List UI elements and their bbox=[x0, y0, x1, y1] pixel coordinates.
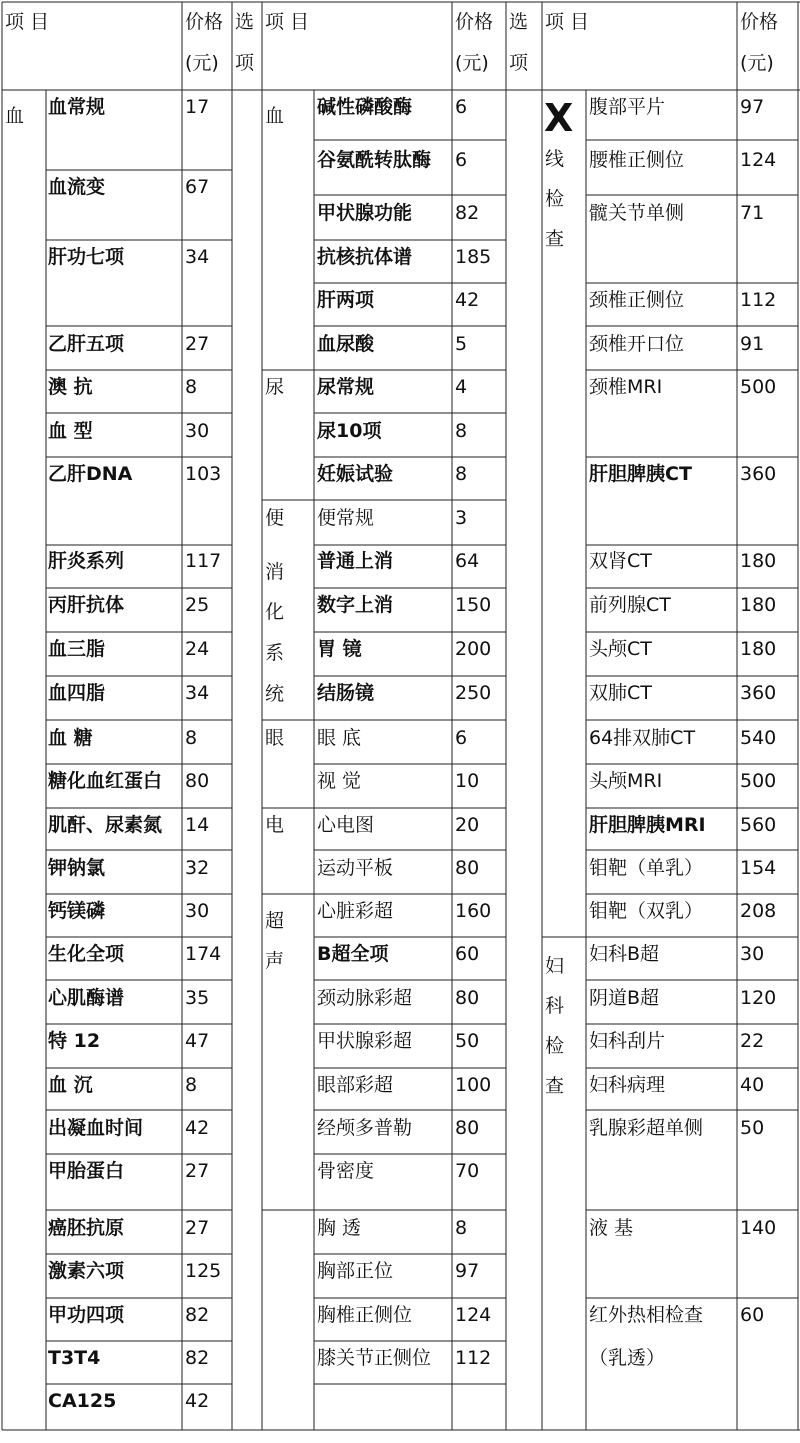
item-name: 经颅多普勒 bbox=[317, 1117, 413, 1139]
category-xray: X bbox=[544, 96, 574, 140]
item-price: 208 bbox=[740, 900, 777, 922]
item-price: 22 bbox=[740, 1030, 765, 1052]
item-name: 钙镁磷 bbox=[48, 900, 106, 922]
item-name: 骨密度 bbox=[317, 1160, 375, 1182]
item-name: 妇科刮片 bbox=[589, 1030, 666, 1052]
item-name: 甲胎蛋白 bbox=[48, 1160, 125, 1182]
item-price: 360 bbox=[740, 463, 777, 485]
item-price: 42 bbox=[455, 289, 480, 311]
item-name: 癌胚抗原 bbox=[48, 1217, 125, 1239]
item-name: 心脏彩超 bbox=[317, 900, 394, 922]
item-name: 血 型 bbox=[48, 420, 93, 442]
item-price: 32 bbox=[185, 857, 210, 879]
item-price: 8 bbox=[185, 376, 198, 398]
item-name: 前列腺CT bbox=[589, 594, 671, 616]
category-gynecology: 科 bbox=[545, 995, 565, 1017]
item-name: 眼 底 bbox=[317, 727, 362, 749]
category-gynecology: 查 bbox=[545, 1075, 565, 1097]
item-name: 腰椎正侧位 bbox=[589, 149, 685, 171]
header-select-label: 项 bbox=[235, 52, 255, 74]
item-price: 500 bbox=[740, 376, 777, 398]
header-select-label: 选 bbox=[235, 11, 255, 33]
item-name: 64排双肺CT bbox=[589, 727, 696, 749]
header-price-unit: (元) bbox=[455, 52, 489, 74]
item-name: 数字上消 bbox=[317, 594, 394, 616]
header-select-label: 选 bbox=[509, 11, 529, 33]
item-price: 42 bbox=[185, 1117, 210, 1139]
item-price: 6 bbox=[455, 149, 468, 171]
item-price: 124 bbox=[455, 1304, 492, 1326]
item-price: 64 bbox=[455, 550, 480, 572]
item-price: 80 bbox=[455, 987, 480, 1009]
item-price: 82 bbox=[185, 1347, 210, 1369]
item-price: 82 bbox=[185, 1304, 210, 1326]
item-price: 70 bbox=[455, 1160, 480, 1182]
item-name: 血三脂 bbox=[48, 638, 106, 660]
category-digestive: 统 bbox=[265, 683, 285, 705]
item-name: 血常规 bbox=[48, 96, 106, 118]
item-name: 膝关节正侧位 bbox=[317, 1347, 432, 1369]
item-price: 91 bbox=[740, 333, 765, 355]
item-name: 头颅MRI bbox=[589, 770, 663, 792]
item-name: 血 沉 bbox=[48, 1074, 93, 1096]
item-name: 心肌酶谱 bbox=[48, 987, 125, 1009]
header-price-label: 价格 bbox=[185, 11, 224, 33]
item-price: 103 bbox=[185, 463, 222, 485]
header-price-unit: (元) bbox=[740, 52, 774, 74]
category-ultrasound: 声 bbox=[265, 950, 285, 972]
item-price: 8 bbox=[455, 1217, 468, 1239]
header-price-label: 价格 bbox=[455, 11, 494, 33]
item-name: 血流变 bbox=[48, 176, 106, 198]
item-price: 250 bbox=[455, 682, 492, 704]
item-price: 71 bbox=[740, 202, 765, 224]
item-name: 髋关节单侧 bbox=[589, 202, 685, 224]
item-price: 80 bbox=[185, 770, 210, 792]
item-name: 出凝血时间 bbox=[48, 1117, 144, 1139]
item-price: 8 bbox=[455, 420, 468, 442]
item-name: 碱性磷酸酶 bbox=[317, 96, 413, 118]
item-name: 钼靶（双乳） bbox=[589, 900, 704, 922]
category-gynecology: 妇 bbox=[545, 955, 565, 977]
category-xray: 线 bbox=[545, 148, 565, 170]
item-price: 180 bbox=[740, 550, 777, 572]
item-name: 乙肝DNA bbox=[48, 463, 133, 485]
item-name: 钾钠氯 bbox=[48, 857, 106, 879]
item-name: 妇科病理 bbox=[589, 1074, 666, 1096]
item-price: 60 bbox=[455, 943, 480, 965]
item-name: 妊娠试验 bbox=[317, 463, 394, 485]
item-price: 30 bbox=[740, 943, 765, 965]
item-name: 抗核抗体谱 bbox=[317, 246, 413, 268]
category-ultrasound: 超 bbox=[265, 910, 285, 932]
item-name: 胸部正位 bbox=[317, 1260, 394, 1282]
item-price: 5 bbox=[455, 333, 468, 355]
item-price: 8 bbox=[185, 1074, 198, 1096]
item-name: 生化全项 bbox=[48, 943, 125, 965]
item-name: 妇科B超 bbox=[589, 943, 660, 965]
item-price: 47 bbox=[185, 1030, 210, 1052]
item-name: 血 糖 bbox=[48, 727, 93, 749]
header-item-label: 项 目 bbox=[265, 11, 310, 33]
item-price: 27 bbox=[185, 1217, 210, 1239]
category-digestive: 系 bbox=[265, 642, 285, 664]
item-price: 112 bbox=[740, 289, 777, 311]
item-name: 甲功四项 bbox=[48, 1304, 125, 1326]
item-price: 42 bbox=[185, 1390, 210, 1412]
item-name: 便常规 bbox=[317, 507, 375, 529]
item-price: 97 bbox=[455, 1260, 480, 1282]
item-price: 180 bbox=[740, 594, 777, 616]
header-item-label: 项 目 bbox=[545, 11, 590, 33]
item-price: 97 bbox=[740, 96, 765, 118]
header-item-label: 项 目 bbox=[5, 11, 50, 33]
item-price: 125 bbox=[185, 1260, 222, 1282]
item-name: 谷氨酰转肽酶 bbox=[317, 149, 432, 171]
category-ecg: 电 bbox=[265, 814, 285, 836]
item-name: 颈椎MRI bbox=[589, 376, 663, 398]
item-name: 颈动脉彩超 bbox=[317, 987, 413, 1009]
item-price: 124 bbox=[740, 149, 777, 171]
item-name: 血四脂 bbox=[48, 682, 106, 704]
item-price: 34 bbox=[185, 246, 210, 268]
item-price: 174 bbox=[185, 943, 222, 965]
item-name: 胸椎正侧位 bbox=[317, 1304, 413, 1326]
item-name: 乳腺彩超单侧 bbox=[589, 1117, 704, 1139]
item-name: 头颅CT bbox=[589, 638, 652, 660]
item-price: 150 bbox=[455, 594, 492, 616]
item-name: 肝两项 bbox=[317, 289, 375, 311]
category-digestive: 化 bbox=[265, 601, 285, 623]
item-price: 10 bbox=[455, 770, 480, 792]
item-price: 185 bbox=[455, 246, 492, 268]
item-name: 钼靶（单乳） bbox=[589, 857, 704, 879]
item-name: 甲状腺功能 bbox=[317, 202, 413, 224]
item-name: B超全项 bbox=[317, 943, 389, 965]
item-name: 液 基 bbox=[589, 1217, 634, 1239]
item-price: 100 bbox=[455, 1074, 492, 1096]
item-note: （乳透） bbox=[589, 1347, 666, 1369]
item-price: 3 bbox=[455, 507, 468, 529]
category-blood: 血 bbox=[265, 105, 285, 127]
item-name: 双肾CT bbox=[589, 550, 652, 572]
item-price: 6 bbox=[455, 96, 468, 118]
item-price: 40 bbox=[740, 1074, 765, 1096]
item-price: 360 bbox=[740, 682, 777, 704]
item-price: 14 bbox=[185, 814, 210, 836]
item-price: 67 bbox=[185, 176, 210, 198]
item-name: 甲状腺彩超 bbox=[317, 1030, 413, 1052]
item-name: 胸 透 bbox=[317, 1217, 362, 1239]
item-name: 肝胆脾胰CT bbox=[589, 463, 692, 485]
item-price: 120 bbox=[740, 987, 777, 1009]
item-name: 澳 抗 bbox=[48, 376, 93, 398]
item-name: 尿10项 bbox=[317, 420, 382, 442]
category-blood: 血 bbox=[5, 105, 25, 127]
item-price: 8 bbox=[185, 727, 198, 749]
category-urine: 尿 bbox=[265, 376, 285, 398]
item-name: 颈椎正侧位 bbox=[589, 289, 685, 311]
item-name: 心电图 bbox=[317, 814, 375, 836]
item-price: 6 bbox=[455, 727, 468, 749]
item-price: 20 bbox=[455, 814, 480, 836]
item-price: 50 bbox=[740, 1117, 765, 1139]
item-price: 24 bbox=[185, 638, 210, 660]
item-name: 视 觉 bbox=[317, 770, 362, 792]
item-price: 82 bbox=[455, 202, 480, 224]
item-name: 红外热相检查 bbox=[589, 1304, 704, 1326]
category-digestive: 消 bbox=[265, 561, 285, 583]
header-select-label: 项 bbox=[509, 52, 529, 74]
item-price: 200 bbox=[455, 638, 492, 660]
item-price: 180 bbox=[740, 638, 777, 660]
item-price: 140 bbox=[740, 1217, 777, 1239]
item-name: 尿常规 bbox=[317, 376, 375, 398]
item-price: 8 bbox=[455, 463, 468, 485]
item-price: 112 bbox=[455, 1347, 492, 1369]
item-price: 80 bbox=[455, 1117, 480, 1139]
item-name: T3T4 bbox=[48, 1347, 101, 1369]
item-price: 560 bbox=[740, 814, 777, 836]
item-price: 30 bbox=[185, 420, 210, 442]
category-xray: 查 bbox=[545, 228, 565, 250]
item-price: 154 bbox=[740, 857, 777, 879]
item-name: CA125 bbox=[48, 1390, 117, 1412]
item-name: 腹部平片 bbox=[589, 96, 666, 118]
item-price: 27 bbox=[185, 333, 210, 355]
item-price: 117 bbox=[185, 550, 222, 572]
item-price: 17 bbox=[185, 96, 210, 118]
category-eye: 眼 bbox=[265, 727, 285, 749]
item-name: 胃 镜 bbox=[317, 638, 362, 660]
item-name: 特 12 bbox=[48, 1030, 101, 1052]
item-price: 80 bbox=[455, 857, 480, 879]
item-price: 160 bbox=[455, 900, 492, 922]
item-name: 激素六项 bbox=[48, 1260, 125, 1282]
item-price: 500 bbox=[740, 770, 777, 792]
item-price: 35 bbox=[185, 987, 210, 1009]
item-name: 乙肝五项 bbox=[48, 333, 125, 355]
header-price-unit: (元) bbox=[185, 52, 219, 74]
item-price: 540 bbox=[740, 727, 777, 749]
item-name: 颈椎开口位 bbox=[589, 333, 685, 355]
category-stool: 便 bbox=[265, 507, 285, 529]
item-price: 34 bbox=[185, 682, 210, 704]
header-price-label: 价格 bbox=[740, 11, 779, 33]
item-name: 丙肝抗体 bbox=[48, 594, 125, 616]
item-price: 27 bbox=[185, 1160, 210, 1182]
item-name: 运动平板 bbox=[317, 857, 394, 879]
item-price: 60 bbox=[740, 1304, 765, 1326]
item-name: 糖化血红蛋白 bbox=[48, 770, 163, 792]
item-price: 30 bbox=[185, 900, 210, 922]
item-price: 4 bbox=[455, 376, 468, 398]
item-name: 阴道B超 bbox=[589, 987, 660, 1009]
item-name: 肌酐、尿素氮 bbox=[48, 814, 163, 836]
category-gynecology: 检 bbox=[545, 1035, 565, 1057]
item-name: 眼部彩超 bbox=[317, 1074, 394, 1096]
item-name: 肝胆脾胰MRI bbox=[589, 814, 706, 836]
category-xray: 检 bbox=[545, 188, 565, 210]
item-name: 结肠镜 bbox=[317, 682, 375, 704]
item-name: 血尿酸 bbox=[317, 333, 375, 355]
item-name: 普通上消 bbox=[317, 550, 394, 572]
item-price: 25 bbox=[185, 594, 210, 616]
item-name: 双肺CT bbox=[589, 682, 652, 704]
item-price: 50 bbox=[455, 1030, 480, 1052]
item-name: 肝炎系列 bbox=[48, 550, 125, 572]
item-name: 肝功七项 bbox=[48, 246, 125, 268]
